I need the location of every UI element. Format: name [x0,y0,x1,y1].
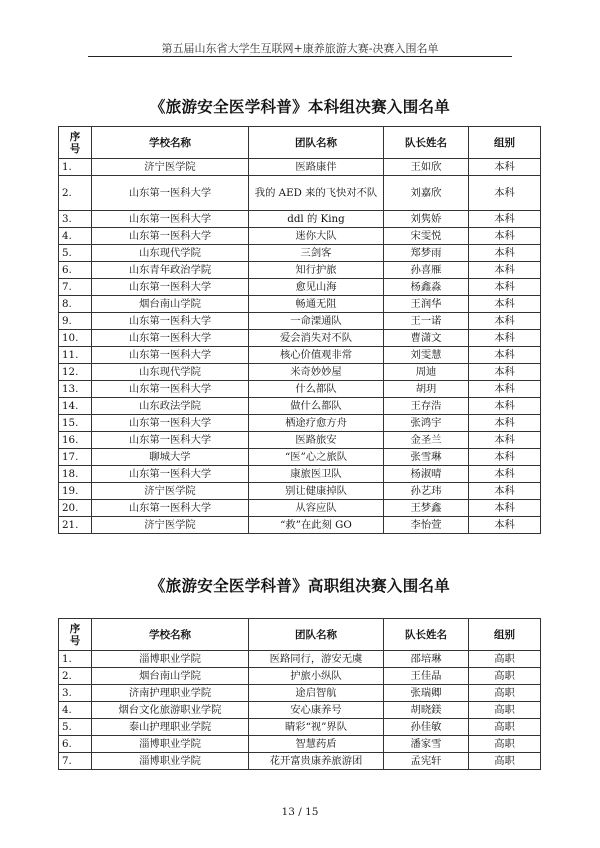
cell-group: 本科 [469,483,541,500]
table-header-row [59,619,541,651]
cell-group: 本科 [469,500,541,517]
cell-captain: 王存浩 [384,398,469,415]
cell-index: 10. [59,330,92,347]
cell-school: 山东第一医科大学 [92,466,249,483]
cell-team: 迷你大队 [249,228,384,245]
table-row [59,668,541,685]
cell-school: 淄博职业学院 [92,651,249,668]
table-row [59,702,541,719]
cell-team: 三剑客 [249,245,384,262]
cell-group: 本科 [469,262,541,279]
cell-school: 聊城大学 [92,449,249,466]
cell-school: 山东政法学院 [92,398,249,415]
table-row [59,651,541,668]
cell-captain: 孙佳敏 [384,719,469,736]
cell-school: 山东第一医科大学 [92,381,249,398]
cell-captain: 刘雯慧 [384,347,469,364]
section-title-undergraduate: 《旅游安全医学科普》本科组决赛入围名单 [149,98,451,116]
cell-captain: 王如欣 [384,159,469,176]
cell-index: 2. [59,668,92,685]
cell-group: 本科 [469,432,541,449]
column-header-school: 学校名称 [92,619,249,651]
cell-group: 本科 [469,245,541,262]
cell-team: 米奇妙妙屋 [249,364,384,381]
column-header-index-text: 序号 [69,622,81,647]
cell-captain: 潘家雪 [384,736,469,753]
undergraduate-finalist-table [58,126,541,534]
table-row [59,719,541,736]
column-header-team: 团队名称 [249,619,384,651]
running-header: 第五届山东省大学生互联网+康养旅游大赛-决赛入围名单 [161,42,439,55]
table-row [59,753,541,770]
cell-group: 高职 [469,685,541,702]
cell-index: 18. [59,466,92,483]
cell-school: 山东第一医科大学 [92,415,249,432]
cell-index: 20. [59,500,92,517]
cell-captain: 王润华 [384,296,469,313]
table-row [59,449,541,466]
cell-index: 4. [59,228,92,245]
cell-team: 畅通无阻 [249,296,384,313]
table-row [59,364,541,381]
table-row [59,159,541,176]
cell-team: 护旅小纵队 [249,668,384,685]
table-row [59,262,541,279]
column-header-team: 团队名称 [249,127,384,159]
cell-captain: 邵培琳 [384,651,469,668]
cell-school: 烟台南山学院 [92,668,249,685]
cell-index: 19. [59,483,92,500]
cell-group: 高职 [469,719,541,736]
cell-team: 做什么都队 [249,398,384,415]
table-row [59,296,541,313]
cell-group: 本科 [469,279,541,296]
cell-team: 我的 AED 来的飞快对不队 [249,176,384,211]
cell-school: 山东第一医科大学 [92,176,249,211]
cell-team: 医路同行，游安无虞 [249,651,384,668]
cell-school: 山东第一医科大学 [92,432,249,449]
cell-school: 济宁医学院 [92,517,249,534]
cell-team: 栖途疗愈方舟 [249,415,384,432]
cell-captain: 刘嘉欣 [384,176,469,211]
cell-captain: 杨淑晴 [384,466,469,483]
cell-team: 睛彩“视”界队 [249,719,384,736]
cell-group: 本科 [469,517,541,534]
cell-index: 3. [59,211,92,228]
cell-index: 16. [59,432,92,449]
table-row [59,313,541,330]
column-header-group: 组别 [469,619,541,651]
cell-captain: 王梦鑫 [384,500,469,517]
cell-group: 本科 [469,228,541,245]
cell-captain: 王佳晶 [384,668,469,685]
cell-index: 12. [59,364,92,381]
column-header-school: 学校名称 [92,127,249,159]
cell-index: 6. [59,736,92,753]
table-row [59,330,541,347]
cell-school: 山东第一医科大学 [92,313,249,330]
column-header-index [59,619,92,651]
table-row [59,483,541,500]
cell-captain: 张瑞卿 [384,685,469,702]
header-divider [88,56,512,57]
table-row [59,279,541,296]
cell-captain: 孙喜雁 [384,262,469,279]
cell-index: 7. [59,753,92,770]
cell-team: 康旅医卫队 [249,466,384,483]
cell-index: 11. [59,347,92,364]
cell-captain: 张雪琳 [384,449,469,466]
cell-captain: 孙艺玮 [384,483,469,500]
cell-group: 本科 [469,296,541,313]
cell-group: 本科 [469,176,541,211]
cell-school: 山东青年政治学院 [92,262,249,279]
cell-captain: 郑梦雨 [384,245,469,262]
cell-team: 医路旅安 [249,432,384,449]
cell-captain: 宋雯悦 [384,228,469,245]
cell-index: 5. [59,245,92,262]
cell-team: 一命溧通队 [249,313,384,330]
cell-group: 高职 [469,651,541,668]
cell-team: 核心价值观非常 [249,347,384,364]
cell-team: 智慧药盾 [249,736,384,753]
cell-school: 淄博职业学院 [92,736,249,753]
cell-group: 高职 [469,736,541,753]
cell-index: 2. [59,176,92,211]
cell-group: 高职 [469,702,541,719]
cell-school: 山东现代学院 [92,364,249,381]
table-row [59,398,541,415]
cell-team: 途启智航 [249,685,384,702]
cell-school: 淄博职业学院 [92,753,249,770]
cell-index: 1. [59,651,92,668]
cell-team: 爱会消失对不队 [249,330,384,347]
cell-school: 山东第一医科大学 [92,347,249,364]
cell-captain: 周迪 [384,364,469,381]
cell-index: 14. [59,398,92,415]
cell-group: 高职 [469,668,541,685]
cell-index: 7. [59,279,92,296]
table-row [59,228,541,245]
cell-index: 6. [59,262,92,279]
cell-team: “救”在此刻 GO [249,517,384,534]
table-row [59,500,541,517]
cell-team: 医路康伴 [249,159,384,176]
cell-group: 本科 [469,381,541,398]
table-row [59,432,541,449]
cell-index: 4. [59,702,92,719]
cell-index: 1. [59,159,92,176]
cell-team: 花开富贵康养旅游团 [249,753,384,770]
page-number: 13 / 15 [281,806,319,818]
table-row [59,245,541,262]
cell-school: 山东第一医科大学 [92,330,249,347]
cell-school: 烟台南山学院 [92,296,249,313]
cell-team: 别让健康掉队 [249,483,384,500]
cell-captain: 李怡萱 [384,517,469,534]
cell-captain: 刘隽娇 [384,211,469,228]
cell-team: 知行护旅 [249,262,384,279]
cell-school: 济宁医学院 [92,159,249,176]
table-row [59,415,541,432]
cell-team: “医”心之旅队 [249,449,384,466]
table-row [59,176,541,211]
cell-captain: 孟宪轩 [384,753,469,770]
cell-captain: 杨鑫淼 [384,279,469,296]
column-header-index [59,127,92,159]
cell-index: 17. [59,449,92,466]
cell-captain: 张鸿宇 [384,415,469,432]
column-header-captain: 队长姓名 [384,127,469,159]
table-row [59,381,541,398]
cell-team: 什么都队 [249,381,384,398]
cell-school: 山东第一医科大学 [92,279,249,296]
cell-index: 13. [59,381,92,398]
cell-school: 泰山护理职业学院 [92,719,249,736]
cell-team: ddl 的 King [249,211,384,228]
section-title-vocational: 《旅游安全医学科普》高职组决赛入围名单 [149,577,451,595]
table-row [59,685,541,702]
table-row [59,211,541,228]
cell-group: 本科 [469,211,541,228]
cell-school: 济南护理职业学院 [92,685,249,702]
cell-captain: 胡晓鎂 [384,702,469,719]
table-row [59,517,541,534]
cell-group: 高职 [469,753,541,770]
cell-school: 山东第一医科大学 [92,500,249,517]
table-row [59,347,541,364]
cell-group: 本科 [469,364,541,381]
cell-school: 山东现代学院 [92,245,249,262]
cell-captain: 曹潇文 [384,330,469,347]
cell-index: 21. [59,517,92,534]
cell-index: 3. [59,685,92,702]
cell-group: 本科 [469,330,541,347]
table-header-row [59,127,541,159]
vocational-finalist-table [58,618,541,770]
cell-captain: 胡玥 [384,381,469,398]
column-header-group: 组别 [469,127,541,159]
cell-school: 山东第一医科大学 [92,211,249,228]
cell-group: 本科 [469,449,541,466]
cell-team: 从容应队 [249,500,384,517]
cell-index: 15. [59,415,92,432]
table-row [59,736,541,753]
cell-team: 安心康养号 [249,702,384,719]
column-header-captain: 队长姓名 [384,619,469,651]
cell-index: 5. [59,719,92,736]
cell-group: 本科 [469,466,541,483]
cell-team: 愈见山海 [249,279,384,296]
cell-school: 济宁医学院 [92,483,249,500]
cell-group: 本科 [469,347,541,364]
cell-captain: 王一诺 [384,313,469,330]
cell-school: 山东第一医科大学 [92,228,249,245]
cell-school: 烟台文化旅游职业学院 [92,702,249,719]
cell-group: 本科 [469,398,541,415]
cell-group: 本科 [469,313,541,330]
cell-group: 本科 [469,415,541,432]
cell-index: 8. [59,296,92,313]
cell-group: 本科 [469,159,541,176]
table-row [59,466,541,483]
cell-index: 9. [59,313,92,330]
cell-captain: 金圣兰 [384,432,469,449]
column-header-index-text: 序号 [69,130,81,155]
